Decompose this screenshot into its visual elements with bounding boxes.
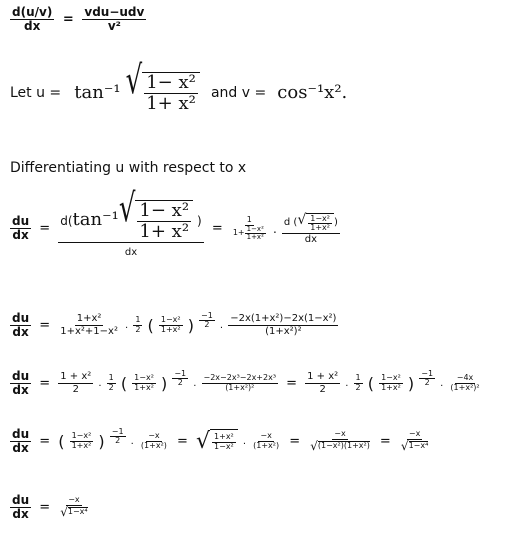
equals-sign: = — [211, 221, 223, 237]
quotient-rhs-den: v² — [107, 18, 121, 33]
equals-sign: = — [39, 375, 51, 391]
step-1 — [10, 186, 340, 258]
f1-num: 1+x² — [76, 313, 102, 325]
d-den: 1−x⁴ — [408, 441, 429, 451]
d-prefix: d( — [60, 213, 73, 228]
half-num: 1 — [108, 373, 114, 383]
d-den: (1+x²)² — [450, 382, 480, 392]
step2-fraction-1 — [58, 314, 120, 337]
step-5 — [10, 494, 90, 521]
radical-sign: √ — [400, 438, 409, 453]
step3-d — [448, 374, 481, 392]
step4-c — [308, 430, 372, 453]
p-den: 1+x² — [381, 382, 401, 392]
tan-inverse: tan⁻¹ — [72, 209, 119, 231]
step3-b — [202, 374, 279, 392]
quotient-lhs-den: dx — [23, 18, 41, 33]
s-num: 1+x² — [214, 432, 234, 442]
c-num: 1 + x² — [307, 371, 339, 383]
radical-sign: √ — [118, 186, 136, 232]
r-num: −x — [68, 495, 80, 505]
half-num: 1 — [135, 315, 141, 325]
exp-num: −1 — [111, 427, 124, 436]
f3-num: −2x(1+x²)−2x(1−x²) — [230, 313, 337, 325]
d-num: −x — [408, 429, 421, 439]
f3-den: (1+x²)² — [265, 325, 302, 337]
f1-den: 1+x²+1−x² — [60, 325, 118, 337]
quotient-rhs — [82, 6, 146, 33]
p-num: 1−x² — [71, 431, 92, 441]
du-label: du — [12, 369, 30, 383]
s-den: 1−x² — [214, 441, 234, 451]
inner-num: 1− x² — [139, 200, 190, 221]
equals-sign: = — [39, 221, 51, 237]
equals-sign: = — [62, 11, 74, 27]
equals-sign: = — [379, 433, 391, 449]
du-label: du — [12, 427, 30, 441]
coef-den-num: 1−x² — [246, 224, 264, 233]
coef-fraction — [231, 216, 268, 241]
dx-label: dx — [12, 506, 29, 521]
step4-b — [251, 432, 281, 450]
b-den: (1+x²) — [253, 440, 280, 450]
c-num: −x — [334, 429, 346, 439]
half-num: 1 — [355, 373, 361, 383]
coef-den-den: 1+x² — [246, 232, 264, 241]
sqrt-expression — [196, 429, 238, 454]
p-num: 1−x² — [134, 373, 154, 383]
radical-sign: √ — [297, 211, 307, 228]
p-den: 1+x² — [134, 382, 154, 392]
d-prefix: d ( — [283, 216, 298, 228]
step4-a — [139, 432, 169, 450]
tan-inverse: tan⁻¹ — [74, 82, 121, 104]
let-prefix: Let u = — [10, 84, 62, 101]
exp-den: 2 — [204, 320, 210, 330]
radical-sign: √ — [310, 438, 318, 453]
step4-d — [399, 430, 430, 453]
dx-label: dx — [12, 440, 29, 455]
let-definition — [10, 58, 348, 114]
r-den: 1−x⁴ — [67, 507, 88, 517]
equals-sign: = — [39, 433, 51, 449]
exp-den: 2 — [177, 378, 183, 388]
p-den: 1+x² — [160, 324, 181, 334]
dx-label: dx — [12, 228, 29, 243]
a-den: 2 — [72, 383, 79, 395]
du-label: du — [12, 311, 30, 325]
b-den: (1+x²)² — [225, 382, 255, 392]
half-fraction — [133, 316, 142, 334]
c-den: 2 — [319, 383, 326, 395]
du-label: du — [12, 493, 30, 507]
p-den: 1+x² — [71, 440, 92, 450]
step3-c — [305, 372, 340, 395]
exp-num: −1 — [174, 369, 187, 378]
coef-den-prefix: 1+ — [232, 228, 245, 238]
du-label: du — [12, 214, 30, 229]
equals-sign: = — [177, 433, 188, 449]
dx-label: dx — [12, 382, 29, 397]
derivative-fraction — [282, 213, 340, 245]
radical-sign: √ — [60, 504, 68, 519]
power-base — [159, 316, 183, 334]
outer-den: dx — [124, 246, 138, 258]
step-2: $\frac{du}{dx}$ = $\frac{\text{1+x²}}{\text{1+x²+1−x²}}$ . $\frac{1}{2}$ ( $\frac{\text{1−x²}}{\text{1+x²}}$ ) $\frac{-1}{2}$ . $\frac{\text{−2x(1+x²)−2x(1−x²)}}{\text{(1+x²)²}}$ — [12, 311, 337, 339]
inner-den: 1+ x² — [139, 220, 190, 242]
quotient-rule-formula — [10, 6, 146, 33]
half-den: 2 — [135, 324, 141, 334]
quotient-rhs-num: vdu−udv — [84, 5, 145, 19]
coef-num: 1 — [246, 215, 252, 225]
differentiation-sentence: Differentiating u with respect to x — [10, 160, 247, 176]
rhs-inner-den: 1+x² — [310, 223, 330, 233]
half-den: 2 — [108, 382, 114, 392]
c-den: (1−x²)(1+x²) — [317, 441, 370, 451]
half-den: 2 — [355, 382, 361, 392]
u-num: 1− x² — [146, 72, 196, 93]
rhs-inner-num: 1−x² — [310, 213, 330, 223]
step3-a — [58, 372, 93, 395]
radical-sign: √ — [125, 58, 143, 104]
equals-sign: = — [39, 317, 51, 333]
quotient-lhs — [10, 6, 54, 33]
b-num: −x — [260, 431, 272, 441]
u-den: 1+ x² — [146, 92, 196, 114]
equals-sign: = — [289, 433, 301, 449]
radical-sign: √ — [196, 428, 211, 454]
final-result — [58, 496, 89, 519]
exp-num: −1 — [201, 311, 213, 320]
equals-sign: = — [39, 499, 51, 515]
and-v-label: and v = — [210, 84, 267, 101]
sqrt-expression — [118, 186, 193, 242]
a-num: 1 + x² — [60, 371, 92, 383]
p-num: 1−x² — [381, 373, 401, 383]
exponent — [199, 312, 215, 330]
a-num: −x — [148, 431, 160, 441]
step-3: $\frac{du}{dx}$ = $\frac{\text{1 + x²}}{2}$ . $\frac{1}{2}$ ( $\frac{\text{1−x²}}{\text{1+x²}}$ ) $\frac{-1}{2}$ . $\frac{\text{−2x−2x³−2x+2x³}}{\text{(1+x²)²}}$ = $\frac{\text{1 + x²}}{2}$ . $\frac{1}{2}$ ( $\frac{\text{1−x²}}{\text{1+x²}}$ ) $\frac{-1}{2}$ . $\frac{-4x}{\text{(1+x²)²}}$ — [12, 369, 480, 397]
exp-num: −1 — [421, 369, 434, 378]
sqrt-expression — [125, 58, 200, 114]
step-4: $\frac{du}{dx}$ = ( $\frac{\text{1−x²}}{\text{1+x²}}$ ) $\frac{-1}{2}$ . $\frac{-x}{\text{(1+x²)}}$ = √ $\frac{\text{1+x²}}{\text{1−x²}}$ . $\frac{-x}{\text{(1+x²)}}$ = −x √ (1−x²)(1+x²) = −x √ 1−x⁴ — [12, 427, 429, 455]
p-num: 1−x² — [160, 315, 181, 325]
du-dx — [10, 215, 31, 242]
d-num: −4x — [456, 373, 474, 383]
close-paren: ) — [334, 216, 338, 228]
u-fraction — [144, 74, 198, 114]
step1-big-fraction — [58, 186, 203, 258]
v-expression: cos⁻¹x². — [277, 82, 348, 104]
exp-den: 2 — [424, 378, 430, 388]
step2-fraction-3 — [228, 314, 338, 337]
dot: . — [272, 221, 277, 236]
rhs-den: dx — [304, 233, 318, 245]
dx-label: dx — [12, 324, 29, 339]
exp-den: 2 — [115, 436, 121, 446]
b-num: −2x−2x³−2x+2x³ — [203, 373, 277, 383]
close-paren: ) — [197, 213, 202, 228]
a-den: (1+x²) — [140, 440, 167, 450]
equals-sign: = — [286, 375, 298, 391]
quotient-lhs-num: d(u/v) — [12, 5, 53, 19]
